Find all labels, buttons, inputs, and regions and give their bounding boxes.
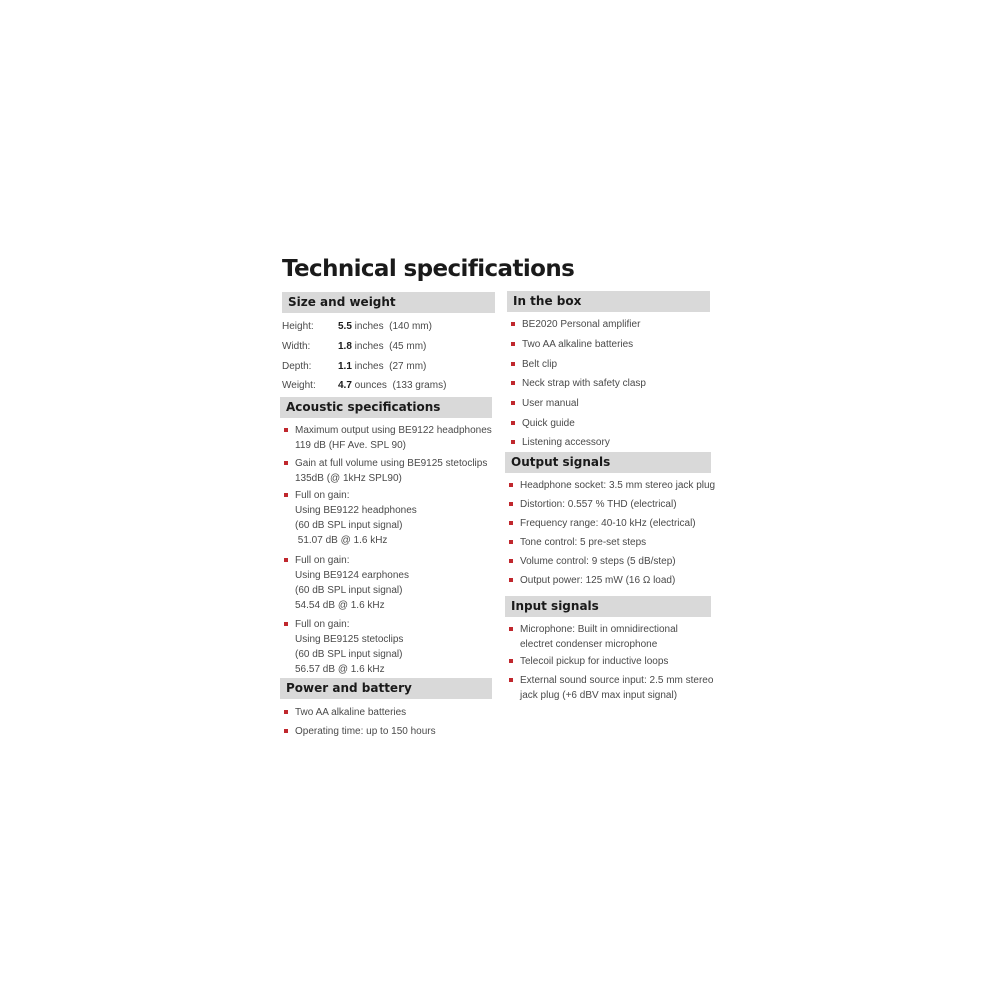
item-line: 119 dB (HF Ave. SPL 90) (295, 440, 406, 451)
item-line: Using BE9124 earphones (295, 570, 409, 581)
output-item (520, 535, 646, 550)
bullet-square-icon (284, 558, 288, 562)
in-box-item (522, 317, 640, 332)
item-line: jack plug (+6 dBV max input signal) (520, 690, 678, 701)
acoustic-item (295, 488, 417, 548)
power-item (295, 705, 406, 720)
item-line: Telecoil pickup for inductive loops (520, 656, 669, 667)
item-line: Microphone: Built in omnidirectional (520, 624, 678, 635)
bullet-square-icon (509, 578, 513, 582)
acoustic-item (295, 456, 487, 486)
spec-value: 4.7 (338, 380, 352, 391)
item-line: 54.54 dB @ 1.6 kHz (295, 600, 385, 611)
bullet-square-icon (284, 622, 288, 626)
item-line: (60 dB SPL input signal) (295, 585, 403, 596)
item-line: Listening accessory (522, 437, 610, 448)
item-line: electret condenser microphone (520, 639, 658, 650)
section-header-in-the-box: In the box (507, 291, 710, 312)
item-line: Operating time: up to 150 hours (295, 726, 436, 737)
bullet-square-icon (284, 710, 288, 714)
item-line: Full on gain: (295, 555, 350, 566)
item-line: Two AA alkaline batteries (295, 707, 407, 718)
item-line: Gain at full volume using BE9125 stetoclips (295, 458, 488, 469)
item-line: (60 dB SPL input signal) (295, 649, 403, 660)
item-line: 51.07 dB @ 1.6 kHz (295, 535, 388, 546)
spec-metric: (133 grams) (392, 380, 447, 391)
spec-row-weight (282, 379, 446, 393)
item-line: (60 dB SPL input signal) (295, 520, 403, 531)
item-line: Tone control: 5 pre-set steps (520, 537, 647, 548)
spec-metric: (27 mm) (389, 361, 427, 372)
section-header-size-weight: Size and weight (282, 292, 495, 313)
item-line: Frequency range: 40-10 kHz (electrical) (520, 518, 696, 529)
input-item (520, 654, 668, 669)
item-line: Using BE9122 headphones (295, 505, 417, 516)
bullet-square-icon (509, 521, 513, 525)
in-box-item (522, 416, 575, 431)
bullet-square-icon (511, 342, 515, 346)
bullet-square-icon (284, 493, 288, 497)
spec-unit: ounces (351, 380, 387, 391)
bullet-square-icon (511, 401, 515, 405)
bullet-square-icon (511, 322, 515, 326)
bullet-square-icon (511, 362, 515, 366)
spec-label: Depth: (282, 361, 312, 372)
spec-row-depth (282, 360, 426, 374)
spec-label: Width: (282, 341, 311, 352)
spec-value: 5.5 (338, 321, 352, 332)
section-header-output-signals: Output signals (505, 452, 711, 473)
spec-label: Weight: (282, 380, 316, 391)
output-item (520, 478, 715, 493)
input-item (520, 622, 678, 652)
input-item (520, 673, 713, 703)
bullet-square-icon (509, 502, 513, 506)
bullet-square-icon (511, 421, 515, 425)
spec-unit: inches (351, 321, 384, 332)
item-line: External sound source input: 2.5 mm stereo (520, 675, 714, 686)
item-line: Quick guide (522, 418, 575, 429)
item-line: Using BE9125 stetoclips (295, 634, 404, 645)
spec-row-width (282, 340, 426, 354)
acoustic-item (295, 617, 403, 677)
spec-metric: (45 mm) (389, 341, 427, 352)
bullet-square-icon (284, 729, 288, 733)
spec-metric: (140 mm) (389, 321, 432, 332)
in-box-item (522, 396, 579, 411)
spec-row-height (282, 320, 432, 334)
item-line: Neck strap with safety clasp (522, 378, 646, 389)
in-box-item (522, 376, 646, 391)
item-line: Belt clip (522, 359, 558, 370)
section-header-acoustic: Acoustic specifications (280, 397, 492, 418)
page-title: Technical specifications (282, 256, 575, 282)
bullet-square-icon (284, 428, 288, 432)
bullet-square-icon (511, 381, 515, 385)
spec-value: 1.8 (338, 341, 352, 352)
spec-unit: inches (351, 361, 384, 372)
in-box-item (522, 357, 557, 372)
item-line: Output power: 125 mW (16 Ω load) (520, 575, 676, 586)
spec-unit: inches (351, 341, 384, 352)
item-line: BE2020 Personal amplifier (522, 319, 641, 330)
bullet-square-icon (511, 440, 515, 444)
item-line: Maximum output using BE9122 headphones (295, 425, 492, 436)
output-item (520, 554, 676, 569)
spec-label: Height: (282, 321, 314, 332)
output-item (520, 497, 677, 512)
section-header-input-signals: Input signals (505, 596, 711, 617)
item-line: 56.57 dB @ 1.6 kHz (295, 664, 385, 675)
bullet-square-icon (509, 678, 513, 682)
item-line: Full on gain: (295, 490, 350, 501)
in-box-item (522, 435, 610, 450)
item-line: Headphone socket: 3.5 mm stereo jack plug (520, 480, 716, 491)
output-item (520, 573, 675, 588)
bullet-square-icon (509, 659, 513, 663)
bullet-square-icon (509, 483, 513, 487)
in-box-item (522, 337, 633, 352)
spec-value: 1.1 (338, 361, 352, 372)
section-header-power: Power and battery (280, 678, 492, 699)
item-line: User manual (522, 398, 579, 409)
item-line: Distortion: 0.557 % THD (electrical) (520, 499, 677, 510)
acoustic-item (295, 553, 409, 613)
power-item (295, 724, 436, 739)
bullet-square-icon (509, 559, 513, 563)
bullet-square-icon (284, 461, 288, 465)
item-line: Full on gain: (295, 619, 350, 630)
item-line: Volume control: 9 steps (5 dB/step) (520, 556, 676, 567)
item-line: 135dB (@ 1kHz SPL90) (295, 473, 402, 484)
bullet-square-icon (509, 540, 513, 544)
item-line: Two AA alkaline batteries (522, 339, 634, 350)
output-item (520, 516, 696, 531)
acoustic-item (295, 423, 492, 453)
bullet-square-icon (509, 627, 513, 631)
